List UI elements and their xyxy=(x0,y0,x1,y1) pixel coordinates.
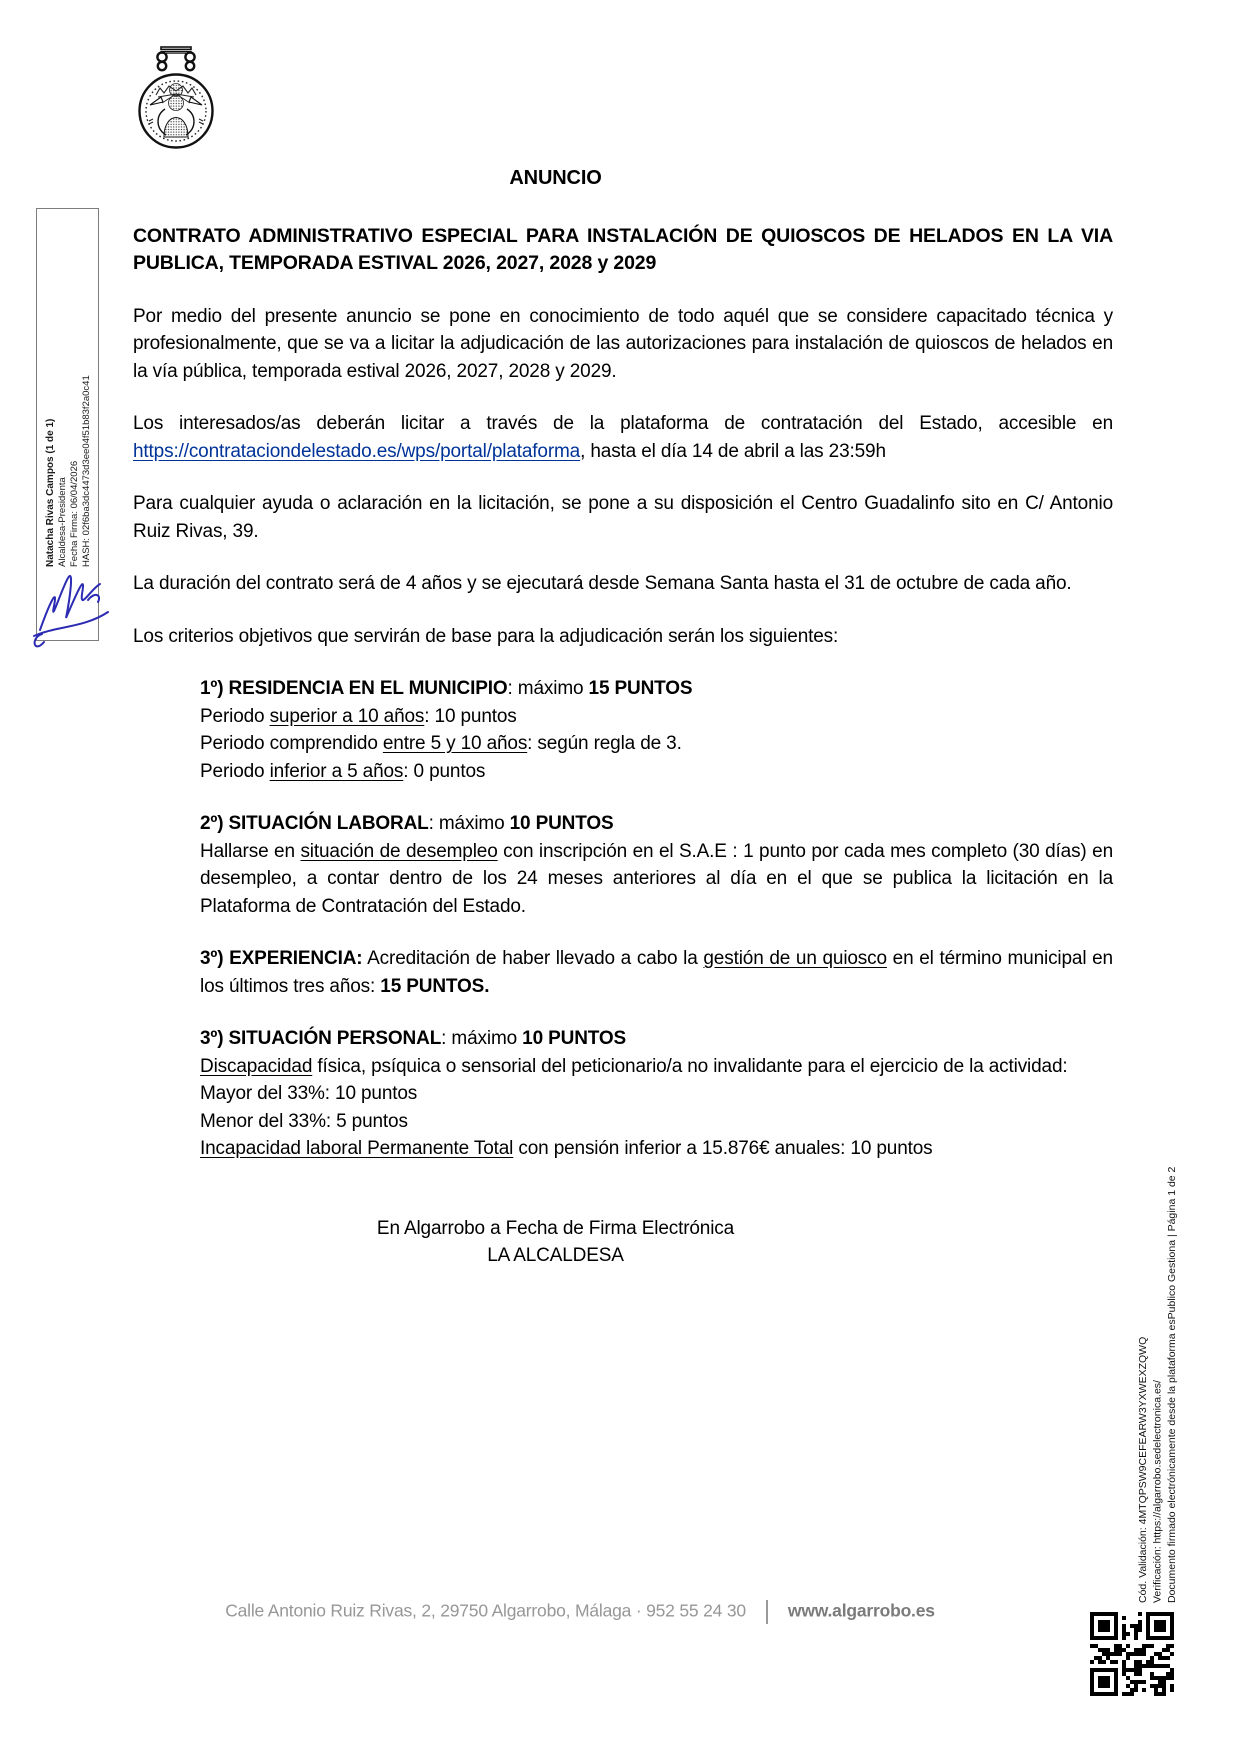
rail-document-note: Documento firmado electrónicamente desde la plataforma esPublico Gestiona | Página 1 de 2 xyxy=(1166,1166,1178,1603)
paragraph-platform xyxy=(133,410,1113,465)
criteria3-points: 15 PUNTOS. xyxy=(380,975,490,997)
criteria4-heading xyxy=(200,1025,1113,1053)
paragraph-duration-text: La duración del contrato será de 4 años y se ejecutará desde Semana Santa hasta el 31 de octubre de cada año. xyxy=(133,573,1072,594)
criteria1-line3-post: : 0 puntos xyxy=(403,760,486,782)
criteria1-line3-pre: Periodo xyxy=(200,760,270,782)
criteria-section-experiencia xyxy=(200,945,1113,1000)
qr-code-modules xyxy=(1090,1612,1174,1696)
criteria1-line1-underlined: superior a 10 años xyxy=(269,705,425,727)
paragraph-intro xyxy=(133,303,1113,386)
municipal-seal-logo xyxy=(136,45,216,153)
criteria1-title: 1º) RESIDENCIA EN EL MUNICIPIO xyxy=(200,678,508,699)
criteria1-line3 xyxy=(200,758,1113,786)
paragraph-criteria-lead xyxy=(133,623,1113,651)
criteria4-line4 xyxy=(200,1135,1113,1163)
criteria-section-laboral xyxy=(200,810,1113,920)
criteria2-body-pre: Hallarse en xyxy=(200,840,301,862)
criteria2-sep: : máximo xyxy=(428,813,510,834)
criteria4-line4-underlined: Incapacidad laboral Permanente Total xyxy=(200,1138,514,1159)
paragraph-intro-text: Por medio del presente anuncio se pone en conocimiento de todo aquél que se considere capacitado técnica y profesionalmente, que se va a licitar la adjudicación de las autorizaciones para instalación de quioscos de helados en la vía pública, temporada estival 2026, 2027, 2028 y 2029. xyxy=(133,305,1113,382)
rail-validation-code: Cód. Validación: 4MTQPSW9CEFEARW3YXWEXZQWQ xyxy=(1137,1336,1149,1603)
criteria2-title: 2º) SITUACIÓN LABORAL xyxy=(200,813,429,834)
doc-heading: CONTRATO ADMINISTRATIVO ESPECIAL PARA INSTALACIÓN DE QUIOSCOS DE HELADOS EN LA VIA PUBLICA, TEMPORADA ESTIVAL 2026, 2027, 2028 y 2029 xyxy=(133,224,1113,274)
criteria1-points: 15 PUNTOS xyxy=(588,678,693,699)
criteria1-line3-underlined: inferior a 5 años xyxy=(269,760,404,782)
criteria4-line1 xyxy=(200,1053,1113,1081)
criteria4-sep: : máximo xyxy=(441,1028,523,1049)
qr-code xyxy=(1090,1612,1174,1696)
signature-panel-text xyxy=(45,237,93,567)
footer-address: Calle Antonio Ruiz Rivas, 2, 29750 Algarrobo, Málaga · 952 55 24 30 xyxy=(225,1600,746,1621)
criteria3-title: 3º) EXPERIENCIA: xyxy=(200,948,363,969)
criteria4-points: 10 PUNTOS xyxy=(522,1028,627,1049)
criteria2-points: 10 PUNTOS xyxy=(509,813,614,834)
criteria2-body xyxy=(200,838,1113,921)
paragraph-platform-pre: Los interesados/as deberán licitar a través de la plataforma de contratación del Estado, accesible en xyxy=(133,413,1113,434)
rail-verification-url: Verificación: https://algarrobo.sedelectronica.es/ xyxy=(1151,1380,1164,1603)
criteria1-line1-post: : 10 puntos xyxy=(424,705,517,727)
handwritten-signature xyxy=(28,530,114,650)
criteria4-line4-post: con pensión inferior a 15.876€ anuales: 10 puntos xyxy=(513,1138,933,1159)
criteria-section-personal xyxy=(200,1025,1113,1163)
criteria1-line2 xyxy=(200,730,1113,758)
criteria4-line1-underlined: Discapacidad xyxy=(200,1055,313,1077)
criteria-section-residencia xyxy=(200,675,1113,785)
criteria3-body xyxy=(200,945,1113,1000)
signer-role: Alcaldesa-Presidenta xyxy=(57,477,68,567)
paragraph-duration xyxy=(133,570,1113,598)
criteria4-line2: Mayor del 33%: 10 puntos xyxy=(200,1083,418,1104)
criteria2-body-post: con inscripción en el S.A.E : 1 punto por cada mes completo (30 días) en desempleo, a contar dentro de los 24 meses anteriores al día en el que se publica la licitación en la Plataforma de Contratación del Estado. xyxy=(200,840,1113,917)
page-footer xyxy=(0,1600,1160,1624)
side-rail xyxy=(1136,1075,1180,1603)
criteria1-heading xyxy=(200,675,1113,703)
criteria1-line2-pre: Periodo comprendido xyxy=(200,733,383,754)
criteria3-body-pre: Acreditación de haber llevado a cabo la xyxy=(362,948,704,969)
closing-signer-line: LA ALCALDESA xyxy=(487,1245,624,1266)
criteria2-heading xyxy=(200,810,1113,838)
criteria4-title: 3º) SITUACIÓN PERSONAL xyxy=(200,1028,442,1049)
signature-date: Fecha Firma: 06/04/2026 xyxy=(69,460,80,567)
criteria1-sep: : máximo xyxy=(507,678,589,699)
closing-block xyxy=(133,1215,978,1270)
paragraph-platform-post: , hasta el día 14 de abril a las 23:59h xyxy=(580,440,886,462)
closing-place-line: En Algarrobo a Fecha de Firma Electrónica xyxy=(376,1217,735,1239)
footer-separator xyxy=(766,1600,768,1624)
signer-name: Natacha Rivas Campos (1 de 1) xyxy=(45,418,56,567)
paragraph-help-text: Para cualquier ayuda o aclaración en la licitación, se pone a su disposición el Centro Guadalinfo sito en C/ Antonio Ruiz Rivas, 39. xyxy=(133,493,1113,542)
signature-hash: HASH: 02f6ba3dc4473d3ee04f51b83f2a0c41 xyxy=(81,375,92,567)
criteria1-line1 xyxy=(200,703,1113,731)
criteria1-line2-underlined: entre 5 y 10 años xyxy=(382,733,528,754)
criteria2-body-underlined: situación de desempleo xyxy=(300,840,498,862)
criteria1-line1-pre: Periodo xyxy=(200,705,270,727)
criteria4-line3: Menor del 33%: 5 puntos xyxy=(200,1110,408,1132)
paragraph-help xyxy=(133,490,1113,545)
document-body xyxy=(133,165,1113,1270)
criteria4-line1-post: física, psíquica o sensorial del peticionario/a no invalidante para el ejercicio de la actividad: xyxy=(312,1055,1068,1077)
paragraph-criteria-lead-text: Los criterios objetivos que servirán de base para la adjudicación serán los siguientes: xyxy=(133,625,839,647)
doc-title: ANUNCIO xyxy=(509,167,602,189)
criteria3-body-underlined: gestión de un quiosco xyxy=(703,948,887,969)
plataforma-link[interactable]: https://contrataciondelestado.es/wps/portal/plataforma xyxy=(133,440,581,462)
criteria3-body-mid: en el término municipal en los últimos tres años: xyxy=(200,948,1113,997)
criteria1-line2-post: : según regla de 3. xyxy=(527,733,682,754)
footer-website: www.algarrobo.es xyxy=(787,1600,935,1621)
